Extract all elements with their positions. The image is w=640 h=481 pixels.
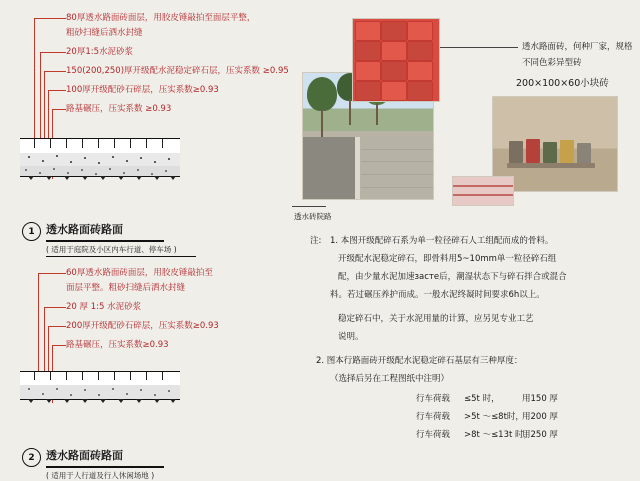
strip-line [453, 194, 513, 196]
detail1-number-badge: 1 [22, 222, 41, 241]
block-shadow [507, 163, 595, 168]
leader-line [38, 273, 66, 274]
leader-line [48, 90, 66, 91]
photo-paver-closeup [352, 18, 440, 102]
leader-line-vertical [38, 273, 39, 371]
detail1-layer-2: 20厚1:5水泥砂浆 [66, 47, 133, 57]
curb-line [355, 137, 360, 199]
leader-line [52, 109, 66, 110]
note-item-6: 2. 图本行路面砖开级配水泥稳定碎石基层有三种厚度： [316, 356, 523, 366]
detail1-title-underline [46, 240, 164, 242]
detail2-section [20, 371, 180, 411]
detail1-layer-0: 80厚透水路面砖面层，用胶皮锤敲拍至面层平整， [66, 13, 256, 23]
tree-trunk [376, 103, 378, 125]
leader-line [52, 345, 66, 346]
note-item-0: 1. 本图开级配碎石系为单一粒径碎石人工组配而成的骨料。 [330, 236, 554, 246]
strip-line [453, 185, 513, 187]
paver-joint-line [361, 174, 433, 175]
detail1-layer-5: 路基碾压，压实系数 ≥0.93 [66, 104, 172, 114]
detail1-subtitle: ( 适用于庭院及小区内车行道、停车场 ) [46, 245, 177, 254]
paver-note-line1: 透水路面砖，何种厂家，规格 [522, 42, 633, 52]
notes-marker: 注: [310, 236, 322, 246]
tree-canopy [307, 77, 337, 111]
paver-joint-line [361, 149, 433, 150]
note-item-1: 开级配水泥稳定碎石，即骨料用5~10mm单一粒径碎石组 [338, 254, 557, 264]
load-row-2-cond: >8t ～≤13t 时， [464, 430, 533, 440]
detail1-layer-3: 150(200,250)厚开级配水泥稳定碎石层，压实系数 ≥0.95 [66, 66, 289, 76]
paver-note-line3: 200×100×60小块砖 [516, 78, 609, 89]
load-row-1-thickness: 用200 厚 [522, 412, 558, 422]
load-row-2-label: 行车荷载 [416, 430, 451, 440]
load-row-0-cond: ≤5t 时， [464, 394, 500, 404]
block-sample [577, 143, 591, 163]
block-sample [560, 140, 574, 163]
layer-subgrade [20, 176, 180, 184]
note-item-7: （选择后另在工程图纸中注明） [330, 374, 450, 384]
detail1-section [20, 138, 180, 184]
caption-leader-line [292, 206, 326, 207]
note-item-2: 配，由少量水泥加速засте后，潮湿状态下与碎石拌合或混合 [338, 272, 567, 282]
detail2-layer-2: 20 厚 1:5 水泥砂浆 [66, 302, 142, 312]
leader-line [48, 326, 66, 327]
detail2-layer-3: 200厚开级配砂石碎层，压实系数≥0.93 [66, 321, 219, 331]
paver-joint-line [361, 187, 433, 188]
block-sample [526, 139, 540, 163]
detail2-number-badge: 2 [22, 448, 41, 467]
leader-line-vertical [40, 52, 41, 144]
paver-note-leader [440, 47, 518, 48]
block-sample [543, 142, 557, 163]
load-row-0-thickness: 用150 厚 [522, 394, 558, 404]
photo-pink-paving-strip [452, 176, 514, 206]
leader-line [44, 71, 66, 72]
note-item-5: 说明。 [338, 332, 364, 342]
detail1-subtitle-underline [46, 256, 196, 257]
detail2-title: 透水路面砖路面 [46, 449, 123, 462]
tree-trunk [321, 109, 323, 137]
photo-street-caption: 透水砖院路 [294, 212, 332, 221]
detail2-subtitle: ( 适用于人行道及行人休闲场地 ) [46, 471, 155, 480]
leader-line-vertical [34, 18, 35, 138]
note-item-3: 料。若过碾压养护而成。一般水泥终凝时间要求6h以上。 [330, 290, 545, 300]
detail1-layer-1: 粗砂扫缝后洒水封缝 [66, 28, 143, 38]
load-row-2-thickness: 用250 厚 [522, 430, 558, 440]
paver-joint-line [361, 161, 433, 162]
layer-subbase [20, 385, 180, 400]
leader-line [34, 18, 66, 19]
load-row-1-label: 行车荷载 [416, 412, 451, 422]
load-row-0-label: 行车荷载 [416, 394, 451, 404]
paver-note-line2: 不同色彩异型砖 [522, 58, 582, 68]
leader-line [40, 52, 66, 53]
road-surface [303, 137, 359, 199]
leader-line [44, 307, 66, 308]
detail2-layer-0: 60厚透水路面砖面层，用胶皮锤敲拍至 [66, 268, 213, 278]
detail1-layer-4: 100厚开级配砂石碎层，压实系数≥0.93 [66, 85, 219, 95]
layer-aggregate [20, 153, 180, 167]
detail2-title-underline [46, 466, 164, 468]
load-row-1-cond: >5t ～≤8t时， [464, 412, 524, 422]
tree-trunk [349, 99, 351, 125]
detail2-layer-4: 路基碾压，压实系数≥0.93 [66, 340, 169, 350]
note-item-4: 稳定碎石中，关于水泥用量的计算，应另见专业工艺 [338, 314, 534, 324]
detail1-title: 透水路面砖路面 [46, 223, 123, 236]
detail2-layer-1: 面层平整。粗砂扫缝后洒水封缝 [66, 283, 186, 293]
block-sample [509, 141, 523, 163]
layer-subgrade [20, 399, 180, 407]
leader-line-vertical [44, 307, 45, 379]
